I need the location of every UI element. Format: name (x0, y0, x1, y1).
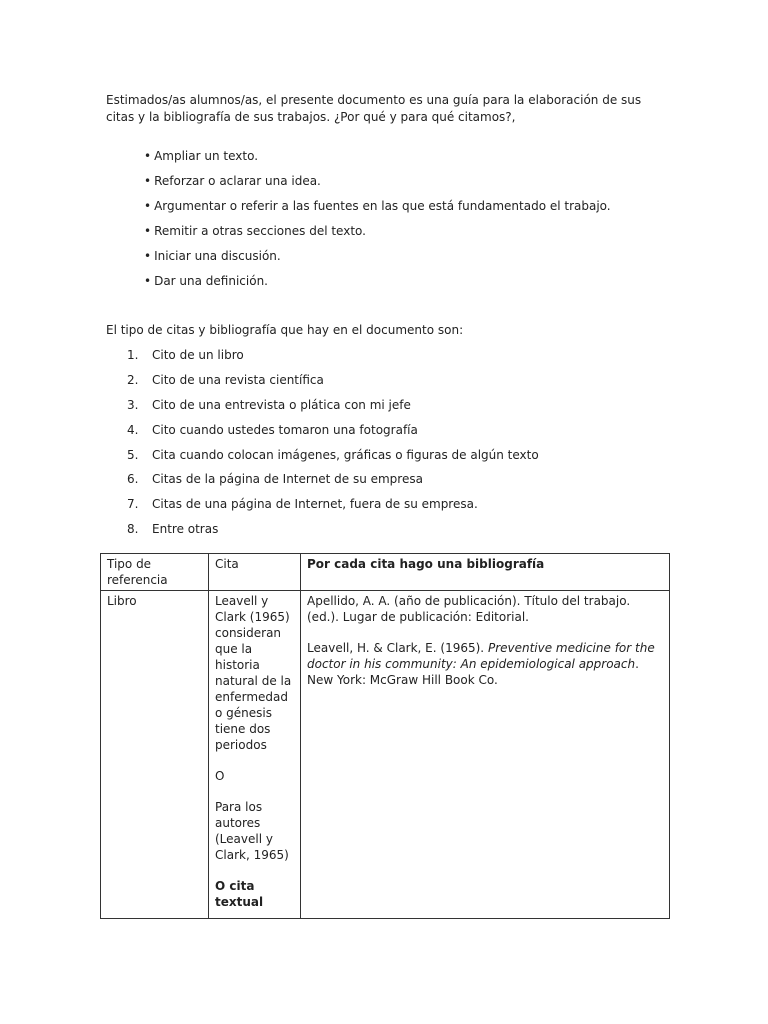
reasons-list (144, 148, 611, 298)
item-text: Cita cuando colocan imágenes, gráficas o figuras de algún texto (152, 447, 539, 462)
item-text: Citas de una página de Internet, fuera de su empresa. (152, 497, 478, 512)
list-item (127, 471, 539, 496)
list-item: • Argumentar o referir a las fuentes en las que está fundamentado el trabajo. (144, 198, 611, 223)
item-text: Entre otras (152, 522, 219, 537)
citation-example-narrative: Leavell y Clark (1965) consideran que la historia natural de la enfermedad o génesis tiene dos periodos (215, 594, 292, 752)
bibliography-cell (301, 591, 670, 919)
list-item (127, 447, 539, 472)
list-item: • Iniciar una discusión. (144, 248, 611, 273)
list-item (127, 372, 539, 397)
item-number: 6. (127, 472, 139, 487)
column-header-cita: Cita (209, 554, 301, 591)
reference-table (100, 553, 670, 919)
item-number: 1. (127, 348, 139, 362)
table-row (101, 591, 670, 919)
item-number: 5. (127, 447, 139, 462)
item-number: 4. (127, 422, 139, 437)
types-intro: El tipo de citas y bibliografía que hay en el documento son: (106, 323, 464, 337)
item-number: 3. (127, 397, 139, 412)
table-header-row (101, 554, 670, 591)
list-item (127, 397, 539, 422)
list-item (127, 521, 539, 546)
column-header-tipo: Tipo de referencia (101, 554, 209, 591)
item-number: 2. (127, 372, 139, 387)
item-text: Cito de un libro (152, 348, 244, 362)
citation-or-separator: O (215, 769, 225, 783)
bibliography-example (307, 640, 663, 688)
citation-cell (209, 591, 301, 919)
citation-types-list (127, 347, 539, 546)
item-text: Cito de una revista científica (152, 372, 324, 387)
list-item (127, 422, 539, 447)
citation-textual-note: O cita textual (215, 879, 264, 909)
item-number: 7. (127, 497, 139, 512)
list-item: • Ampliar un texto. (144, 148, 611, 173)
item-text: Cito cuando ustedes tomaron una fotografía (152, 422, 418, 437)
item-number: 8. (127, 522, 139, 537)
bibliography-authors: Leavell, H. & Clark, E. (1965). (307, 641, 485, 655)
intro-paragraph: Estimados/as alumnos/as, el presente documento es una guía para la elaboración de sus citas y la bibliografía de sus trabajos. ¿Por qué y para qué citamos?, (106, 93, 642, 124)
citation-example-parenthetical: Para los autores (Leavell y Clark, 1965) (215, 800, 289, 862)
list-item (127, 347, 539, 372)
list-item: • Reforzar o aclarar una idea. (144, 173, 611, 198)
column-header-bibliografia: Por cada cita hago una bibliografía (301, 554, 670, 591)
list-item (127, 496, 539, 521)
list-item: • Remitir a otras secciones del texto. (144, 223, 611, 248)
reference-type-cell: Libro (101, 591, 209, 919)
item-text: Cito de una entrevista o plática con mi jefe (152, 397, 411, 412)
list-item: • Dar una definición. (144, 273, 611, 298)
bibliography-publisher: . New York: McGraw Hill Book Co. (307, 657, 639, 687)
bibliography-format: Apellido, A. A. (año de publicación). Título del trabajo. (ed.). Lugar de publicación: Editorial. (307, 594, 631, 624)
bibliography-title: Preventive medicine for the doctor in his community: An epidemiological approach (307, 641, 655, 671)
item-text: Citas de la página de Internet de su empresa (152, 472, 423, 487)
